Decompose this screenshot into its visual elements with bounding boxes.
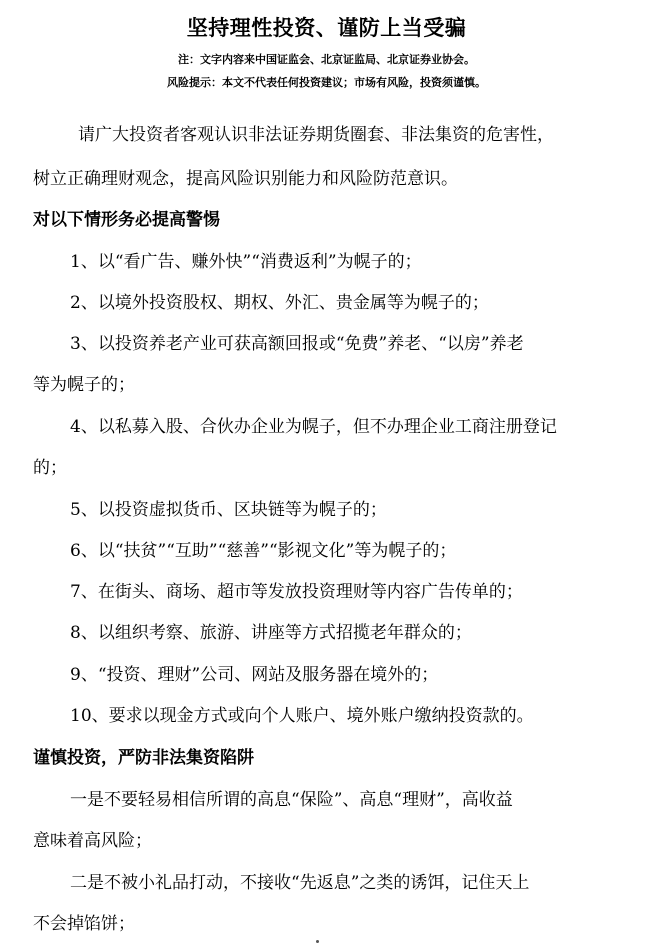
- list-item: 7、在街头、商场、超市等发放投资理财等内容广告传单的；: [70, 582, 523, 602]
- list-item: 8、以组织考察、旅游、讲座等方式招揽老年群众的；: [70, 623, 472, 643]
- paragraph-line: 一是不要轻易相信所谓的高息“保险”、高息“理财”，高收益: [70, 790, 513, 810]
- source-note: 注：文字内容来中国证监会、北京证监局、北京证券业协会。: [178, 53, 475, 66]
- list-item: 6、以“扶贫”“互助”“慈善”“影视文化”等为幌子的；: [70, 541, 457, 561]
- risk-note: 风险提示：本文不代表任何投资建议；市场有风险，投资须谨慎。: [167, 76, 486, 89]
- list-item: 3、以投资养老产业可获高额回报或“免费”养老、“以房”养老: [70, 334, 524, 354]
- list-item-continuation: 等为幌子的；: [33, 375, 135, 395]
- list-item-continuation: 的；: [33, 458, 67, 478]
- section-heading-caution: 谨慎投资，严防非法集资陷阱: [33, 748, 254, 768]
- page-edge-mark: [316, 940, 319, 943]
- list-item: 2、以境外投资股权、期权、外汇、贵金属等为幌子的；: [70, 293, 489, 313]
- list-item: 9、“投资、理财”公司、网站及服务器在境外的；: [70, 665, 439, 685]
- intro-paragraph-line-2: 树立正确理财观念，提高风险识别能力和风险防范意识。: [33, 169, 458, 189]
- section-heading-warnings: 对以下情形务必提高警惕: [33, 210, 220, 230]
- list-item: 4、以私募入股、合伙办企业为幌子，但不办理企业工商注册登记: [70, 417, 557, 437]
- paragraph-line: 意味着高风险；: [33, 831, 152, 851]
- document-title: 坚持理性投资、谨防上当受骗: [186, 16, 467, 40]
- list-item: 1、以“看广告、赚外快”“消费返利”为幌子的；: [70, 252, 422, 272]
- intro-paragraph-line-1: 请广大投资者客观认识非法证券期货圈套、非法集资的危害性，: [78, 125, 554, 145]
- list-item: 5、以投资虚拟货币、区块链等为幌子的；: [70, 500, 387, 520]
- paragraph-line: 二是不被小礼品打动，不接收“先返息”之类的诱饵，记住天上: [70, 873, 530, 893]
- paragraph-line: 不会掉馅饼；: [33, 914, 135, 934]
- list-item: 10、要求以现金方式或向个人账户、境外账户缴纳投资款的。: [70, 706, 534, 726]
